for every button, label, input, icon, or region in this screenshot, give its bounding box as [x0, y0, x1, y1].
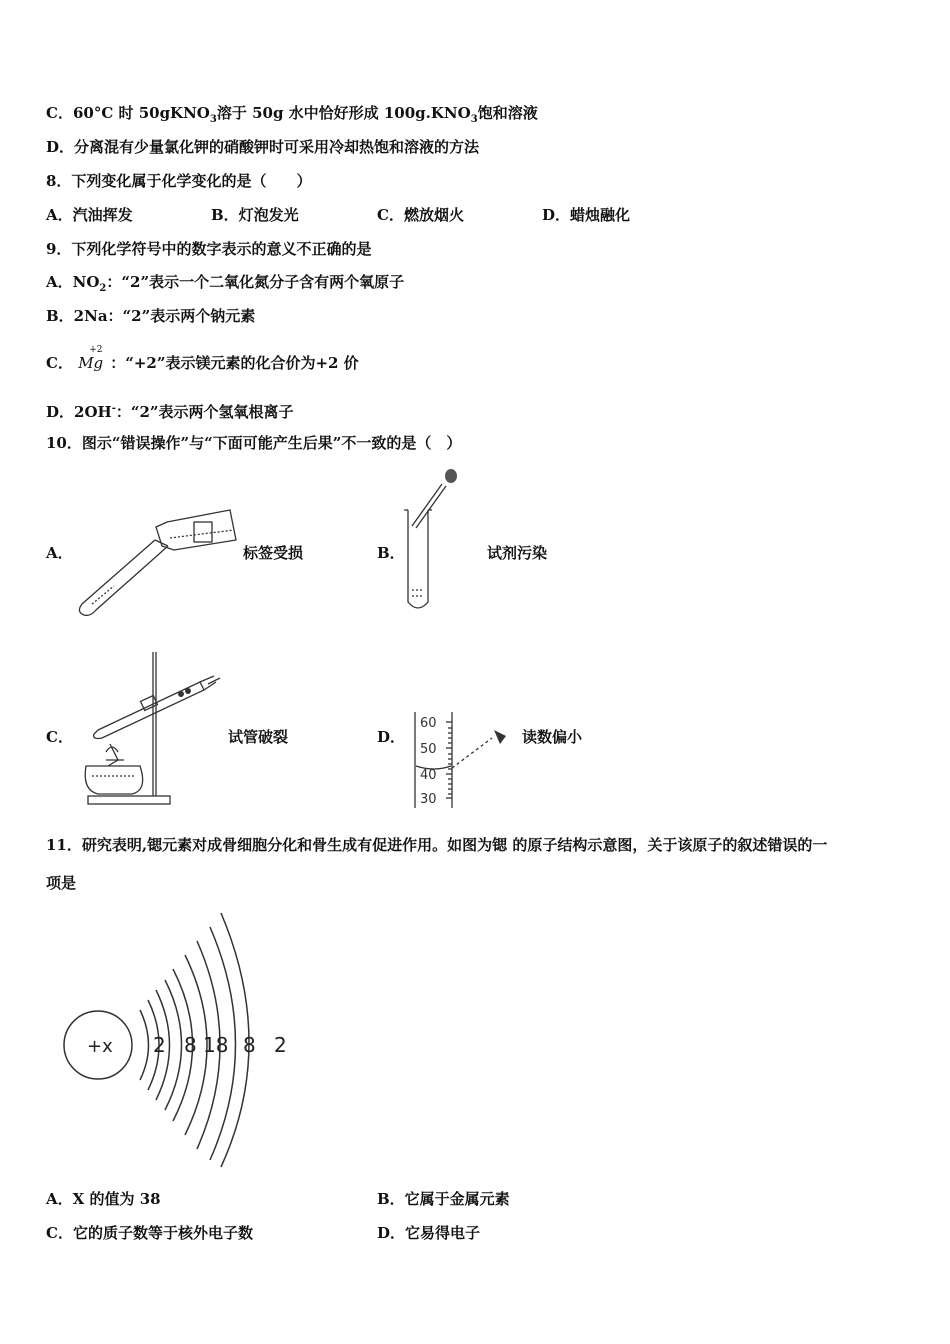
q7-option-c — [46, 103, 538, 130]
magnesium-symbol: Mg — [78, 354, 104, 372]
q9-option-d-text-b: ：“2”表示两个氢氧根离子 — [115, 403, 294, 421]
cylinder-tick-40: 40 — [420, 768, 437, 783]
q11-option-c: C．它的质子数等于核外电子数 — [46, 1224, 253, 1242]
q10-option-c-label: C． — [46, 728, 73, 746]
q10-option-b-label: B． — [377, 544, 405, 562]
q10-option-b-caption: 试剂污染 — [487, 544, 548, 562]
q9-option-a-text-b: ：“2”表示一个二氧化氮分子含有两个氧原子 — [106, 273, 405, 291]
shell-3-electrons: 18 — [203, 1033, 229, 1057]
q10-option-d-label: D． — [377, 728, 406, 746]
q8-option-d: D．蜡烛融化 — [542, 206, 631, 224]
dropper-in-tube-figure — [400, 466, 470, 616]
q9-option-a-text-a: A．NO — [46, 273, 100, 291]
reagent-pouring-figure — [70, 500, 245, 620]
q9-option-c-prefix: C． — [46, 354, 73, 372]
q10-option-c-caption: 试管破裂 — [228, 728, 289, 746]
q10-option-a-label: A． — [46, 544, 73, 562]
q9-option-b: B．2Na：“2”表示两个钠元素 — [46, 307, 256, 325]
q11-option-a: A．X 的值为 38 — [46, 1190, 161, 1208]
q7-option-c-sub-b: 3 — [470, 114, 478, 125]
heating-test-tube-figure — [78, 648, 223, 810]
q9-stem: 9．下列化学符号中的数字表示的意义不正确的是 — [46, 240, 372, 258]
q8-option-a: A．汽油挥发 — [46, 206, 133, 224]
q11-stem-line1: 11．研究表明,锶元素对成骨细胞分化和骨生成有促进作用。如图为锶 的原子结构示意图，关于该原子的叙述错误的一 — [46, 836, 828, 854]
q10-option-d-caption: 读数偏小 — [522, 728, 583, 746]
magnesium-valence-sup: +2 — [89, 345, 103, 355]
q9-option-d-sup: - — [111, 403, 116, 414]
q10-stem: 10．图示“错误操作”与“下面可能产生后果”不一致的是（ ） — [46, 434, 462, 452]
cylinder-tick-60: 60 — [420, 716, 437, 731]
cylinder-tick-50: 50 — [420, 742, 437, 757]
q11-option-b: B．它属于金属元素 — [377, 1190, 510, 1208]
q7-option-c-text-b: 溶于 50g 水中恰好形成 100g.KNO — [216, 104, 471, 122]
q8-option-c: C．燃放烟火 — [377, 206, 464, 224]
q11-option-d: D．它易得电子 — [377, 1224, 481, 1242]
q7-option-c-text-a: C．60°C 时 50gKNO — [46, 104, 210, 122]
q9-option-a — [46, 272, 404, 299]
q7-option-c-sub-a: 3 — [209, 114, 217, 125]
q7-option-c-text-c: 饱和溶液 — [477, 104, 538, 122]
q9-option-d — [46, 399, 294, 422]
nucleus-charge: +x — [87, 1036, 113, 1057]
graduated-cylinder-figure — [410, 708, 520, 812]
q9-option-a-sub: 2 — [99, 283, 107, 294]
shell-4-electrons: 8 — [243, 1033, 256, 1057]
q9-option-c-text: ：“+2”表示镁元素的化合价为+2 价 — [110, 354, 359, 372]
cylinder-tick-30: 30 — [420, 792, 437, 807]
q7-option-d: D．分离混有少量氯化钾的硝酸钾时可采用冷却热饱和溶液的方法 — [46, 138, 480, 156]
q10-option-a-caption: 标签受损 — [243, 544, 304, 562]
q8-stem: 8．下列变化属于化学变化的是（ ） — [46, 172, 312, 190]
magnesium-valence-symbol — [78, 345, 110, 373]
shell-1-electrons: 2 — [153, 1033, 166, 1057]
eye-icon — [494, 730, 506, 744]
shell-5-electrons: 2 — [274, 1033, 287, 1057]
atomic-structure-diagram — [55, 905, 315, 1175]
q11-stem-line2: 项是 — [46, 874, 77, 892]
q9-option-d-text-a: D．2OH — [46, 403, 112, 421]
q8-option-b: B．灯泡发光 — [211, 206, 299, 224]
q9-option-c — [46, 345, 359, 373]
shell-2-electrons: 8 — [184, 1033, 197, 1057]
